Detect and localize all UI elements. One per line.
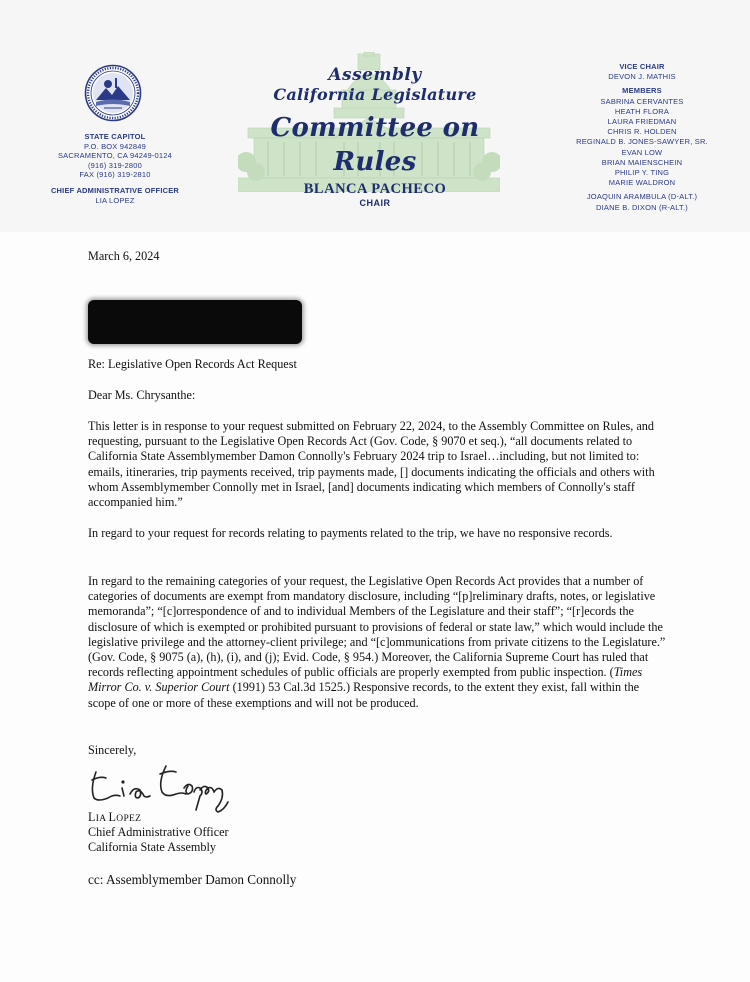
redacted-recipient-block <box>88 300 302 344</box>
case-citation: Times Mirror Co. v. Superior Court <box>88 665 643 695</box>
phone-line: (916) 319-2800 <box>87 160 143 170</box>
cc-line: cc: Assemblymember Damon Connolly <box>88 872 297 887</box>
paragraph-no-records: In regard to your request for records relating to payments related to the trip, we have no responsive records. <box>88 526 613 540</box>
member-name: BRIAN MAIENSCHEIN <box>601 157 683 167</box>
vice-chair-title: VICE CHAIR <box>619 62 665 71</box>
alternate-member: JOAQUIN ARAMBULA (D-ALT.) <box>586 192 698 202</box>
member-name: EVAN LOW <box>621 147 663 157</box>
address-line: SACRAMENTO, CA 94249-0124 <box>57 151 173 161</box>
signer-organization: California State Assembly <box>88 840 216 854</box>
signer-initial: L <box>88 810 96 824</box>
letterhead-left-column <box>30 132 200 205</box>
handwritten-signature <box>86 758 236 814</box>
paragraph-exemptions-part2: (1991) 53 Cal.3d 1525.) Responsive records, to the extent they exist, fall within the scope of one or more of these exemptions and will not be produced. <box>88 680 640 710</box>
letterhead-center <box>250 66 500 209</box>
member-name: HEATH FLORA <box>614 106 670 116</box>
vice-chair-name: DEVON J. MATHIS <box>608 72 676 82</box>
signer-name-part: IA <box>95 814 109 824</box>
fax-line: FAX (916) 319-2810 <box>79 170 151 180</box>
paragraph-exemptions-part1: In regard to the remaining categories of your request, the Legislative Open Records Act provides that a number of categories of documents are exempt from mandatory disclosure, including “[p]reliminary drafts, notes, or legislative memoranda”; “[c]orrespondence of and to individual Members of the Legislature and their staff”; “[r]ecords the disclosure of which is exempted or prohibited pursuant to provisions of federal or state law,” which would include the legislative privilege and the attorney-client privilege; and “[c]ommunications from private citizens to the Legislature.” (Gov. Code, § 9075 (a), (h), (i), and (j); Evid. Code, § 954.) Moreover, the California Supreme Court has ruled that records reflecting appointment schedules of public officials are properly exempted from public inspection. ( <box>88 574 666 680</box>
alternate-member: DIANE B. DIXON (R-ALT.) <box>596 202 688 212</box>
letterhead <box>0 0 750 232</box>
members-title: MEMBERS <box>622 86 662 96</box>
letter-date: March 6, 2024 <box>88 249 160 263</box>
member-name: CHRIS R. HOLDEN <box>607 127 677 137</box>
signer-name-part: OPEZ <box>116 814 142 824</box>
legislature-title: California Legislature <box>273 85 477 104</box>
paragraph-request: This letter is in response to your request submitted on February 22, 2024, to the Assembly Committee on Rules, and requesting, pursuant to the Legislative Open Records Act (Gov. Code, § 9070 et seq.), “all documents related to California State Assemblymember Damon Connolly's February 2024 trip to Israel…including, but not limited to: emails, itineraries, trip payments received, trip payments made, [] documents indicating the officials and others with whom Assemblymember Connolly met in Israel, [and] documents indicating which members of Connolly's staff accompanied him.” <box>88 419 655 510</box>
member-name: SABRINA CERVANTES <box>600 96 684 106</box>
signer-initial: L <box>108 810 117 824</box>
letter-salutation: Dear Ms. Chrysanthe: <box>88 388 196 402</box>
cao-name: LIA LOPEZ <box>95 195 135 205</box>
member-name: LAURA FRIEDMAN <box>607 117 677 127</box>
cao-title: CHIEF ADMINISTRATIVE OFFICER <box>50 185 180 195</box>
state-seal-icon <box>84 64 142 122</box>
letter-re-line: Re: Legislative Open Records Act Request <box>88 357 297 371</box>
signer-title: Chief Administrative Officer <box>88 825 229 839</box>
committee-title: Committee on Rules <box>270 113 480 177</box>
paragraph-exemptions <box>88 574 668 711</box>
office-title: STATE CAPITOL <box>84 132 146 141</box>
chair-name: BLANCA PACHECO <box>303 181 447 197</box>
member-name: MARIE WALDRON <box>608 178 676 188</box>
member-name: REGINALD B. JONES-SAWYER, SR. <box>576 137 708 147</box>
assembly-title: Assembly <box>328 65 422 85</box>
chair-title: CHAIR <box>359 198 391 208</box>
letter-closing: Sincerely, <box>88 743 137 757</box>
letterhead-right-column <box>552 62 732 213</box>
member-name: PHILIP Y. TING <box>614 168 670 178</box>
address-line: P.O. BOX 942849 <box>83 141 147 151</box>
